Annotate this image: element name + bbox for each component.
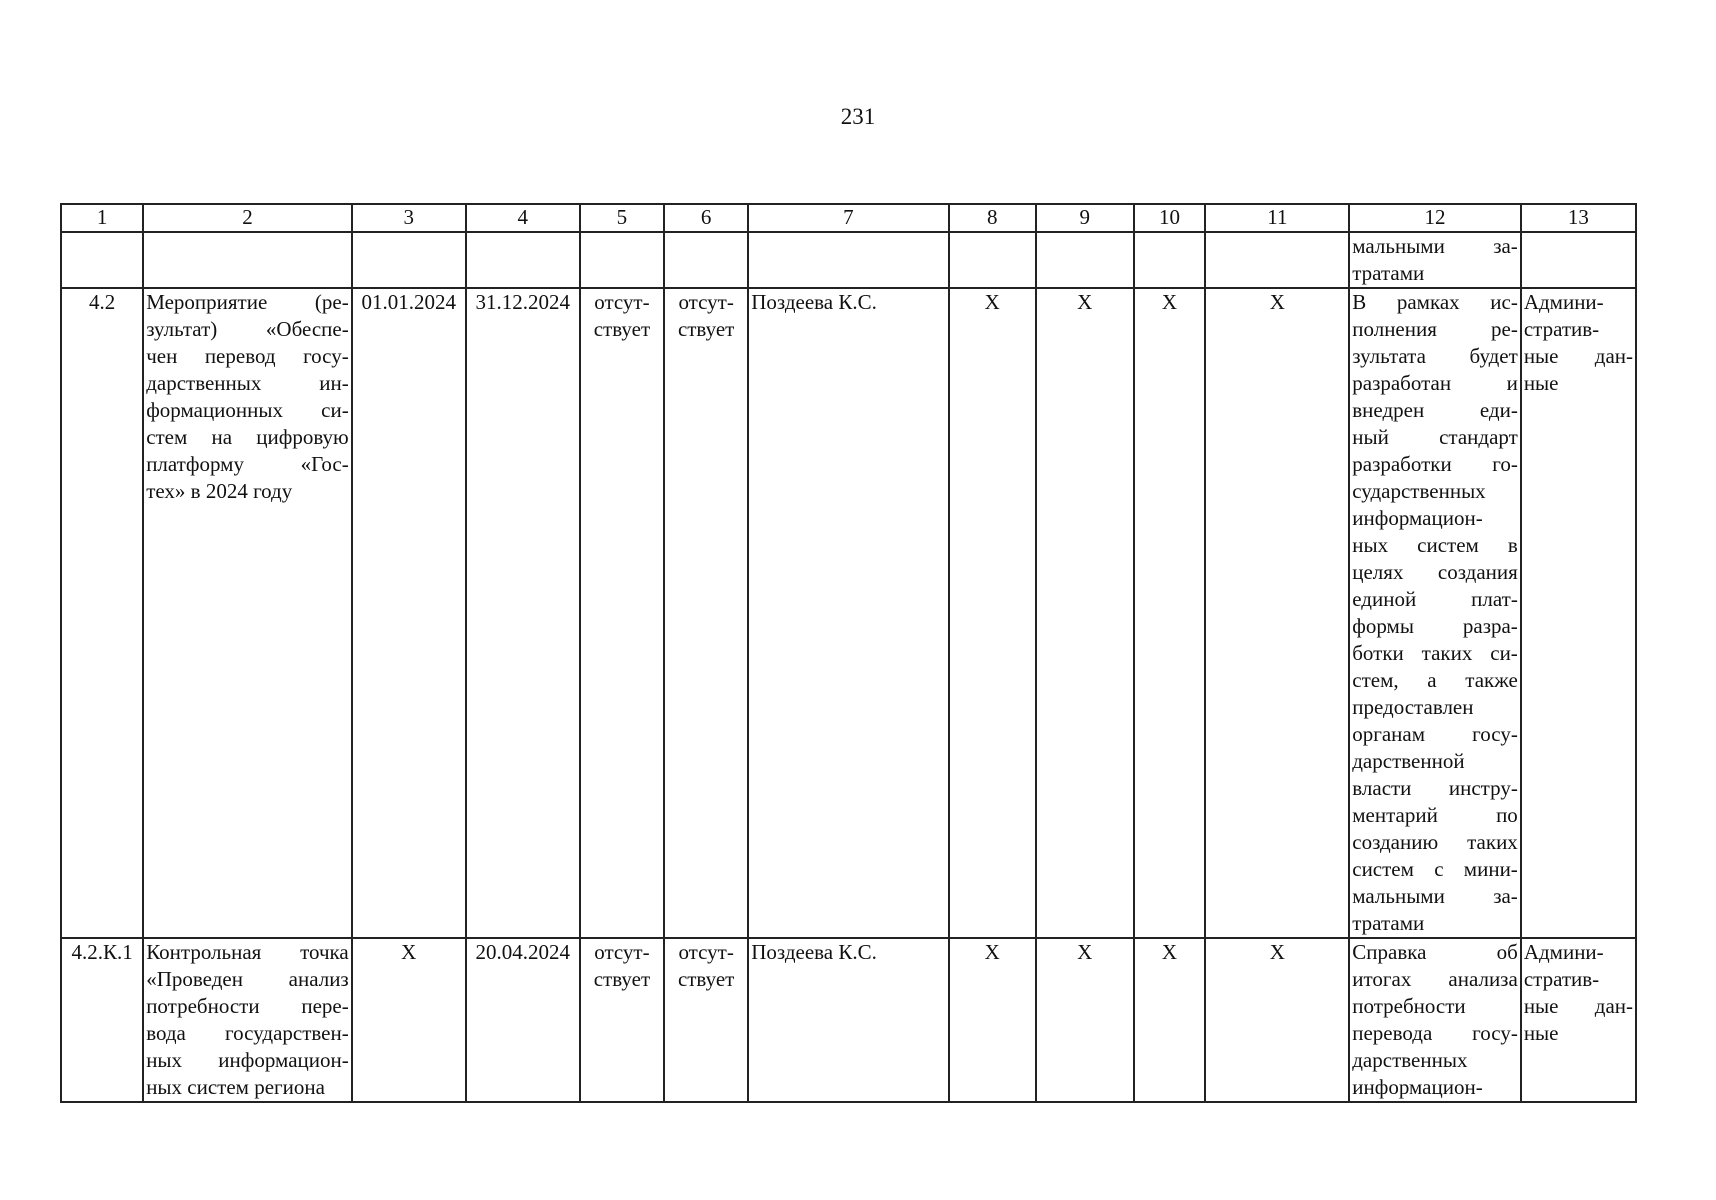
cell-text-line: тратами — [1352, 911, 1425, 935]
cell-col10: X — [1134, 288, 1206, 938]
cell-col6 — [664, 938, 748, 1102]
cell-text-line: полнения ре- — [1352, 317, 1518, 341]
cell-text-line: ные дан- — [1523, 344, 1633, 368]
cell-result — [1349, 938, 1521, 1102]
cell-number: 4.2 — [61, 288, 143, 938]
cell-text-line: стратив- — [1523, 967, 1600, 991]
cell-text-line: зультата будет — [1352, 344, 1518, 368]
cell-start-date: X — [352, 938, 466, 1102]
cell-text-line: Мероприятие (ре- — [146, 290, 349, 314]
cell-text-line: формы разра- — [1352, 614, 1518, 638]
table-header-row — [61, 204, 1636, 232]
cell-col5 — [580, 232, 664, 288]
cell-responsible: Поздеева К.С. — [748, 938, 948, 1102]
cell-text-line: ствует — [677, 967, 735, 991]
cell-text-line: ствует — [677, 317, 735, 341]
cell-col11: X — [1205, 288, 1349, 938]
cell-text-line: ствует — [593, 317, 651, 341]
cell-text-line: систем с мини- — [1352, 857, 1518, 881]
cell-col8 — [949, 232, 1036, 288]
cell-col6 — [664, 288, 748, 938]
cell-text-line: тратами — [1352, 261, 1425, 285]
cell-source — [1521, 232, 1636, 288]
column-header: 6 — [664, 204, 748, 232]
cell-name — [143, 232, 352, 288]
cell-col8: X — [949, 938, 1036, 1102]
cell-col6 — [664, 232, 748, 288]
cell-text-line: целях создания — [1352, 560, 1518, 584]
cell-col5 — [580, 938, 664, 1102]
cell-text-line: власти инстру- — [1352, 776, 1518, 800]
cell-text-line: дарственной — [1352, 749, 1465, 773]
column-header: 8 — [949, 204, 1036, 232]
cell-text-line: потребности — [1352, 994, 1466, 1018]
cell-col10: X — [1134, 938, 1206, 1102]
cell-text-line: Админи- — [1523, 940, 1604, 964]
column-header: 12 — [1349, 204, 1521, 232]
cell-text-line: информацион- — [1352, 506, 1483, 530]
cell-number: 4.2.К.1 — [61, 938, 143, 1102]
cell-result — [1349, 288, 1521, 938]
column-header: 5 — [580, 204, 664, 232]
cell-text-line: сударственных — [1352, 479, 1486, 503]
cell-text-line: ные дан- — [1523, 994, 1633, 1018]
cell-text-line: разработан и — [1352, 371, 1518, 395]
cell-col9 — [1036, 232, 1134, 288]
cell-text-line: отсут- — [678, 940, 734, 964]
cell-text-line: Админи- — [1523, 290, 1604, 314]
cell-name — [143, 288, 352, 938]
cell-text-line: платформу «Гос- — [146, 452, 349, 476]
cell-text-line: ствует — [593, 967, 651, 991]
page-number: 231 — [840, 104, 876, 129]
cell-col5 — [580, 288, 664, 938]
cell-text-line: Справка об — [1352, 940, 1518, 964]
cell-text-line: разработки го- — [1352, 452, 1518, 476]
cell-text-line: «Проведен анализ — [146, 967, 349, 991]
cell-text-line: предоставлен — [1352, 695, 1474, 719]
column-header: 11 — [1205, 204, 1349, 232]
cell-text-line: потребности пере- — [146, 994, 349, 1018]
cell-text-line: отсут- — [678, 290, 734, 314]
cell-text-line: ботки таких си- — [1352, 641, 1518, 665]
cell-text-line: ные — [1523, 1021, 1559, 1045]
cell-text-line: В рамках ис- — [1352, 290, 1518, 314]
cell-text-line: стем на цифровую — [146, 425, 349, 449]
cell-text-line: стем, а также — [1352, 668, 1518, 692]
table-row — [61, 288, 1636, 938]
cell-text-line: тех» в 2024 году — [146, 479, 293, 503]
cell-text-line: формационных си- — [146, 398, 349, 422]
column-header: 2 — [143, 204, 352, 232]
cell-text-line: отсут- — [594, 290, 650, 314]
column-header: 7 — [748, 204, 948, 232]
cell-col10 — [1134, 232, 1206, 288]
cell-text-line: отсут- — [594, 940, 650, 964]
cell-text-line: ментарий по — [1352, 803, 1518, 827]
cell-text-line: ный стандарт — [1352, 425, 1518, 449]
cell-text-line: Контрольная точка — [146, 940, 349, 964]
cell-number — [61, 232, 143, 288]
cell-text-line: внедрен еди- — [1352, 398, 1518, 422]
cell-text-line: вода государствен- — [146, 1021, 349, 1045]
cell-responsible: Поздеева К.С. — [748, 288, 948, 938]
cell-text-line: ных систем региона — [146, 1075, 325, 1099]
cell-text-line: единой плат- — [1352, 587, 1518, 611]
column-header: 1 — [61, 204, 143, 232]
cell-text-line: органам госу- — [1352, 722, 1518, 746]
cell-responsible — [748, 232, 948, 288]
cell-text-line: ных информацион- — [146, 1048, 349, 1072]
cell-text-line: дарственных ин- — [146, 371, 349, 395]
cell-text-line: стратив- — [1523, 317, 1600, 341]
cell-col9: X — [1036, 288, 1134, 938]
cell-col9: X — [1036, 938, 1134, 1102]
cell-end-date — [466, 232, 580, 288]
cell-start-date — [352, 232, 466, 288]
cell-text-line: итогах анализа — [1352, 967, 1518, 991]
column-header: 13 — [1521, 204, 1636, 232]
column-header: 3 — [352, 204, 466, 232]
cell-text-line: зультат) «Обеспе- — [146, 317, 349, 341]
cell-end-date: 31.12.2024 — [466, 288, 580, 938]
table-row — [61, 232, 1636, 288]
cell-text-line: ные — [1523, 371, 1559, 395]
cell-col11 — [1205, 232, 1349, 288]
cell-end-date: 20.04.2024 — [466, 938, 580, 1102]
cell-col11: X — [1205, 938, 1349, 1102]
cell-text-line: информацион- — [1352, 1075, 1483, 1099]
cell-text-line: ных систем в — [1352, 533, 1518, 557]
cell-col8: X — [949, 288, 1036, 938]
cell-text-line: перевода госу- — [1352, 1021, 1518, 1045]
plan-table — [60, 203, 1637, 1103]
table-row — [61, 938, 1636, 1102]
cell-result — [1349, 232, 1521, 288]
cell-text-line: мальными за- — [1352, 234, 1518, 258]
cell-name — [143, 938, 352, 1102]
cell-text-line: мальными за- — [1352, 884, 1518, 908]
cell-text-line: дарственных — [1352, 1048, 1468, 1072]
column-header: 10 — [1134, 204, 1206, 232]
cell-source — [1521, 288, 1636, 938]
cell-source — [1521, 938, 1636, 1102]
column-header: 4 — [466, 204, 580, 232]
cell-text-line: созданию таких — [1352, 830, 1518, 854]
cell-text-line: чен перевод госу- — [146, 344, 349, 368]
column-header: 9 — [1036, 204, 1134, 232]
cell-start-date: 01.01.2024 — [352, 288, 466, 938]
